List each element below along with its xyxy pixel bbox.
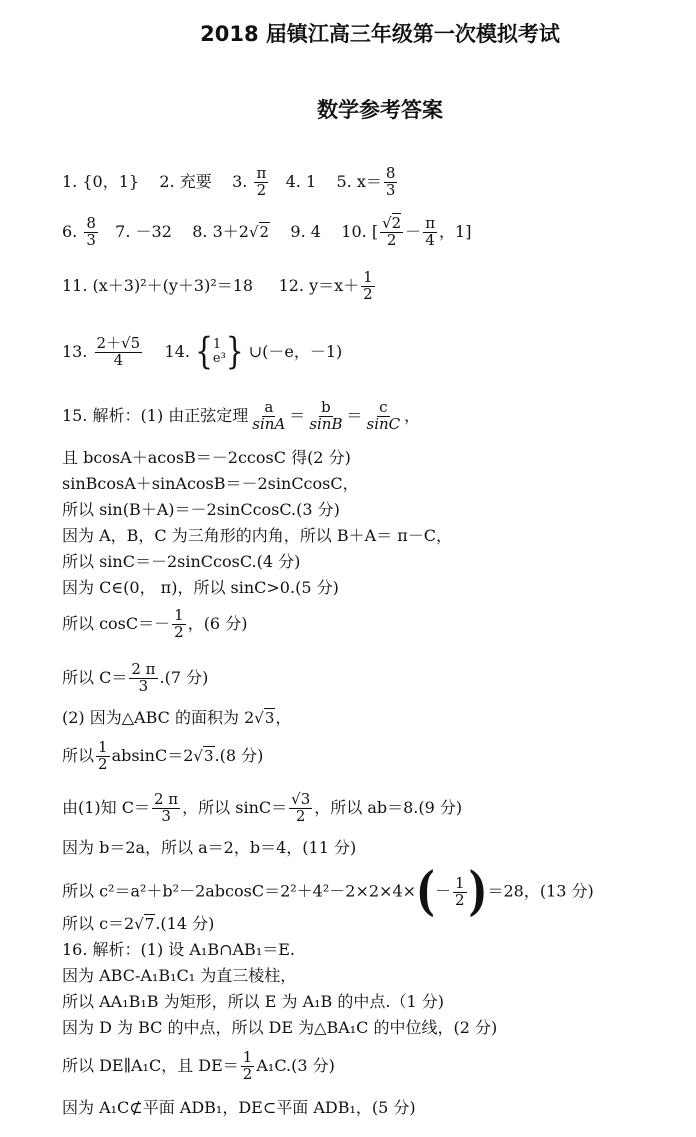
answer-10-open: 10. [ xyxy=(341,221,379,241)
q15-step-12: 因为 b＝2a，所以 a＝2，b＝4，(11 分) xyxy=(62,838,357,857)
q15-step-7 xyxy=(62,608,247,641)
q16-step-3: 所以 AA₁B₁B 为矩形，所以 E 为 A₁B 的中点.（1 分) xyxy=(62,992,444,1011)
sine-rule-b xyxy=(307,400,344,433)
answer-5-fraction xyxy=(384,166,398,199)
answer-1: 1. {0，1} xyxy=(62,171,140,191)
numerator: 1 xyxy=(242,1048,253,1066)
brace-open: { xyxy=(195,330,213,374)
answers-line-4 xyxy=(62,330,343,374)
denominator: 2 xyxy=(174,622,184,641)
denominator: sinB xyxy=(309,414,343,433)
q15-step-14 xyxy=(62,914,214,933)
text: ，所以 ab＝8.(9 分) xyxy=(314,797,463,817)
answer-13-label: 13. xyxy=(62,341,88,361)
q15-step-5: 所以 sinC＝－2sinCcosC.(4 分) xyxy=(62,552,301,571)
answer-8: 8. 3＋2 xyxy=(192,221,249,241)
q15-step-1: 且 bcosA＋acosB＝－2ccosC 得(2 分) xyxy=(62,448,351,467)
numerator: √2 xyxy=(382,214,402,232)
numerator: 1 xyxy=(454,873,465,892)
answer-10-fraction-2 xyxy=(423,216,437,249)
answer-5-label: 5. x＝ xyxy=(336,171,382,191)
denominator: sinC xyxy=(366,414,401,433)
numerator: √3 xyxy=(291,790,311,808)
answer-2: 2. 充要 xyxy=(159,171,212,191)
q15-step-6: 因为 C∈(0， π)，所以 sinC>0.(5 分) xyxy=(62,578,339,597)
denominator: 4 xyxy=(113,350,124,369)
radicand: 3 xyxy=(203,746,214,765)
comma: ， xyxy=(404,405,421,425)
denominator: 2 xyxy=(295,806,306,825)
fraction xyxy=(289,792,312,825)
numerator: c xyxy=(379,398,388,416)
numerator: 1 xyxy=(363,268,373,286)
radicand: 3 xyxy=(264,709,275,727)
denominator: 3 xyxy=(385,180,396,199)
sqrt-symbol: √2 xyxy=(248,222,270,241)
fraction xyxy=(453,873,467,909)
answer-12-label: 12. y＝x＋ xyxy=(278,275,360,295)
q15-intro-line xyxy=(62,400,420,433)
numerator: 8 xyxy=(385,164,396,182)
text: 所以 DE∥A₁C，且 DE＝ xyxy=(62,1055,239,1075)
numerator: 1 xyxy=(98,738,108,756)
text: ，所以 sinC＝ xyxy=(182,797,288,817)
answers-line-3 xyxy=(62,270,377,303)
text: .(7 分) xyxy=(159,667,209,687)
numerator: 1 xyxy=(174,606,184,624)
text: ，(6 分) xyxy=(187,613,248,633)
radicand: 7 xyxy=(144,915,155,933)
answer-10-close: ，1] xyxy=(439,221,472,241)
equals-sign: ＝ xyxy=(289,405,306,425)
minus-sign: － xyxy=(434,881,451,901)
answer-7: 7. －32 xyxy=(115,221,172,241)
radicand: 2 xyxy=(391,214,402,232)
text: 所以 c＝2 xyxy=(62,914,135,933)
answer-12-fraction xyxy=(361,270,375,303)
text: 所以 xyxy=(62,745,95,765)
text: A₁C.(3 分) xyxy=(256,1055,335,1075)
q15-intro: 15. 解析：(1) 由正弦定理 xyxy=(62,405,249,425)
text: 所以 c²＝a²＋b²－2abcosC＝2²＋4²－2×2×4× xyxy=(62,881,417,901)
numerator: 8 xyxy=(86,214,96,232)
numerator: 2 π xyxy=(131,660,156,678)
page-subtitle: 数学参考答案 xyxy=(317,98,443,122)
answer-6-label: 6. xyxy=(62,221,78,241)
text: 由(1)知 C＝ xyxy=(62,797,150,817)
answer-3-label: 3. xyxy=(232,171,248,191)
denominator: 2 xyxy=(242,1064,253,1083)
minus-sign: － xyxy=(405,221,422,241)
q15-step-10 xyxy=(62,740,263,773)
denominator: sinA xyxy=(252,414,286,433)
fraction xyxy=(172,608,186,641)
equals-sign-2: ＝ xyxy=(346,405,363,425)
answer-14-rest: ∪(－e，－1) xyxy=(248,341,343,361)
denominator: 2 xyxy=(363,284,373,303)
q15-step-2: sinBcosA＋sinAcosB＝－2sinCcosC， xyxy=(62,474,359,493)
sqrt-symbol: √7 xyxy=(134,915,155,933)
q16-step-4: 因为 D 为 BC 的中点，所以 DE 为△BA₁C 的中位线，(2 分) xyxy=(62,1018,498,1037)
fraction xyxy=(152,792,180,825)
paren-close: ) xyxy=(468,860,488,922)
numerator: 2 π xyxy=(154,790,179,808)
numerator: 2＋√5 xyxy=(96,334,141,352)
set-top: 1 xyxy=(212,336,222,352)
answers-line-1 xyxy=(62,166,399,199)
denominator: 2 xyxy=(386,230,397,249)
sine-rule-c xyxy=(365,400,403,433)
text: .(14 分) xyxy=(155,914,215,933)
fraction xyxy=(96,740,110,773)
fraction xyxy=(129,662,157,695)
radicand: 2 xyxy=(259,222,270,241)
text: 所以 cosC＝－ xyxy=(62,613,171,633)
set-bottom: e³ xyxy=(212,351,226,367)
numerator: π xyxy=(425,214,436,232)
q15-step-11 xyxy=(62,792,462,825)
denominator: 3 xyxy=(86,230,96,249)
paren-open: ( xyxy=(416,860,435,922)
q16-step-2: 因为 ABC-A₁B₁C₁ 为直三棱柱， xyxy=(62,966,297,985)
denominator: 2 xyxy=(256,180,267,199)
text: absinC＝2 xyxy=(111,745,194,765)
denominator: 3 xyxy=(138,676,149,695)
text: 所以 C＝ xyxy=(62,667,128,687)
answer-3-fraction xyxy=(254,166,268,199)
q15-step-9 xyxy=(62,708,291,727)
text: (2) 因为△ABC 的面积为 2 xyxy=(62,708,255,727)
q16-step-5 xyxy=(62,1050,335,1083)
sine-rule-a xyxy=(250,400,287,433)
q15-step-13 xyxy=(62,860,594,922)
numerator: b xyxy=(321,398,331,416)
q15-step-8 xyxy=(62,662,208,695)
text: ， xyxy=(275,708,292,727)
answer-6-fraction xyxy=(84,216,98,249)
answer-14-set xyxy=(213,338,226,367)
answer-10-fraction-1 xyxy=(380,216,403,249)
text: .(8 分) xyxy=(214,745,264,765)
answer-14-label: 14. xyxy=(164,341,190,361)
denominator: 4 xyxy=(425,230,435,249)
page-title: 2018 届镇江高三年级第一次模拟考试 xyxy=(200,22,560,46)
q15-step-4: 因为 A，B，C 为三角形的内角，所以 B＋A＝ π－C， xyxy=(62,526,452,545)
answer-11: 11. (x＋3)²＋(y＋3)²＝18 xyxy=(62,275,254,295)
numerator: π xyxy=(256,164,267,182)
numerator: a xyxy=(264,398,274,416)
fraction xyxy=(241,1050,255,1083)
answers-line-2 xyxy=(62,216,471,249)
q15-step-3: 所以 sin(B＋A)＝－2sinCcosC.(3 分) xyxy=(62,500,340,519)
answer-9: 9. 4 xyxy=(290,221,321,241)
answer-13-fraction xyxy=(95,336,143,369)
text: ＝28，(13 分) xyxy=(487,881,594,901)
brace-close: } xyxy=(225,330,244,374)
sqrt-symbol: √3 xyxy=(193,746,214,765)
sqrt-symbol: √3 xyxy=(254,709,275,727)
q16-step-6: 因为 A₁C⊄平面 ADB₁，DE⊂平面 ADB₁，(5 分) xyxy=(62,1098,416,1117)
denominator: 2 xyxy=(98,754,108,773)
answer-4: 4. 1 xyxy=(285,171,317,191)
denominator: 2 xyxy=(454,890,465,909)
q16-step-1: 16. 解析：(1) 设 A₁B∩AB₁＝E. xyxy=(62,940,295,959)
denominator: 3 xyxy=(161,806,171,825)
